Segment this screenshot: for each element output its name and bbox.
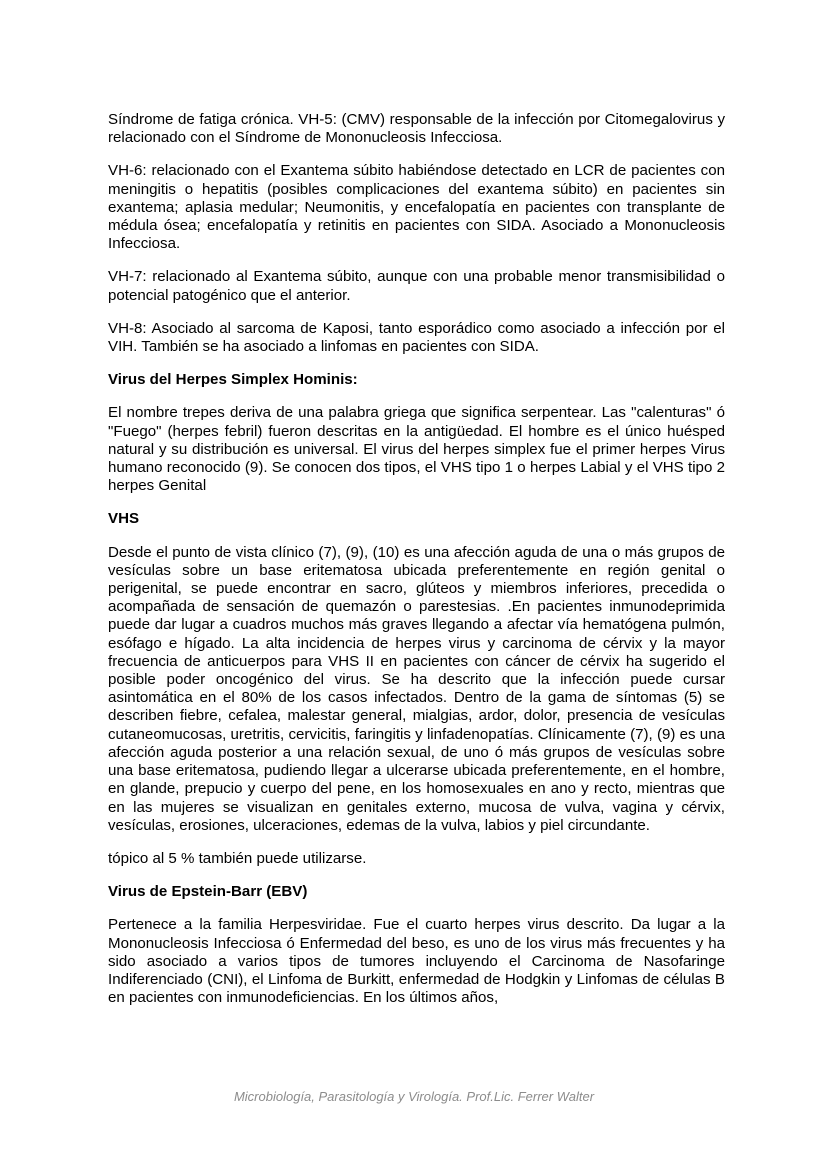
paragraph-vh8: VH-8: Asociado al sarcoma de Kaposi, tanto esporádico como asociado a infección por el VIH. También se ha asociado a linfomas en pacientes con SIDA. <box>108 319 725 356</box>
paragraph-epstein-barr: Pertenece a la familia Herpesviridae. Fue el cuarto herpes virus descrito. Da lugar a la Mononucleosis Infecciosa ó Enfermedad del beso, es uno de los virus más frecuentes y ha sido asociado a varios tipos de tumores incluyendo el Carcinoma de Nasofaringe Indiferenciado (CNI), el Linfoma de Burkitt, enfermedad de Hodgkin y Linfomas de células B en pacientes con inmunodeficiencias. En los últimos años, <box>108 916 725 1007</box>
paragraph-vh6: VH-6: relacionado con el Exantema súbito habiéndose detectado en LCR de pacientes con meningitis o hepatitis (posibles complicaciones del exantema súbito) en pacientes sin exantema; aplasia medular; Neumonitis, y encefalopatía en pacientes con transplante de médula ósea; encefalopatía y retinitis en pacientes con SIDA. Asociado a Mononucleosis Infecciosa. <box>108 162 725 253</box>
document-body <box>108 111 725 1022</box>
page-footer: Microbiología, Parasitología y Virología. Prof.Lic. Ferrer Walter <box>233 1089 595 1104</box>
paragraph-topical: tópico al 5 % también puede utilizarse. <box>108 849 367 867</box>
heading-epstein-barr: Virus de Epstein-Barr (EBV) <box>108 883 308 901</box>
paragraph-vh5: Síndrome de fatiga crónica. VH-5: (CMV) responsable de la infección por Citomegalovirus y relacionado con el Síndrome de Mononucleosis Infecciosa. <box>108 111 725 147</box>
paragraph-vhs-clinical: Desde el punto de vista clínico (7), (9), (10) es una afección aguda de una o más grupos de vesículas sobre un base eritematosa ubicada preferentemente en región genital o perigenital, se puede encontrar en sacro, glúteos y miembros inferiores, precedida o acompañada de sensación de quemazón o parestesias. .En pacientes inmunodeprimida puede dar lugar a cuadros muchos más graves llegando a afectar vía hematógena pulmón, esófago e hígado. La alta incidencia de herpes virus y carcinoma de cérvix y la mayor frecuencia de anticuerpos para VHS II en pacientes con cáncer de cérvix ha sugerido el posible poder oncogénico del virus. Se ha descrito que la infección puede cursar asintomática en el 80% de los casos infectados. Dentro de la gama de síntomas (5) se describen fiebre, cefalea, malestar general, mialgias, ardor, dolor, presencia de vesículas cutaneomucosas, uretritis, cervicitis, faringitis y linfadenopatías. Clínicamente (7), (9) es una afección aguda posterior a una relación sexual, de uno ó más grupos de vesículas sobre una base eritematosa, pudiendo llegar a ulcerarse ubicada preferentemente, en el hombre, en glande, prepucio y cuerpo del pene, en los homosexuales en ano y recto, mientras que en las mujeres se visualizan en genitales externo, mucosa de vulva, vagina y cérvix, vesículas, erosiones, ulceraciones, edemas de la vulva, labios y piel circundante. <box>108 543 725 834</box>
paragraph-herpes-simplex: El nombre trepes deriva de una palabra griega que significa serpentear. Las "calenturas" ó "Fuego" (herpes febril) fueron descritas en la antigüedad. El hombre es el único huésped natural y su distribución es universal. El virus del herpes simplex fue el primer herpes Virus humano reconocido (9). Se conocen dos tipos, el VHS tipo 1 o herpes Labial y el VHS tipo 2 herpes Genital <box>108 404 725 495</box>
heading-herpes-simplex: Virus del Herpes Simplex Hominis: <box>108 371 358 389</box>
heading-vhs: VHS <box>108 510 140 528</box>
paragraph-vh7: VH-7: relacionado al Exantema súbito, aunque con una probable menor transmisibilidad o potencial patogénico que el anterior. <box>108 268 725 304</box>
